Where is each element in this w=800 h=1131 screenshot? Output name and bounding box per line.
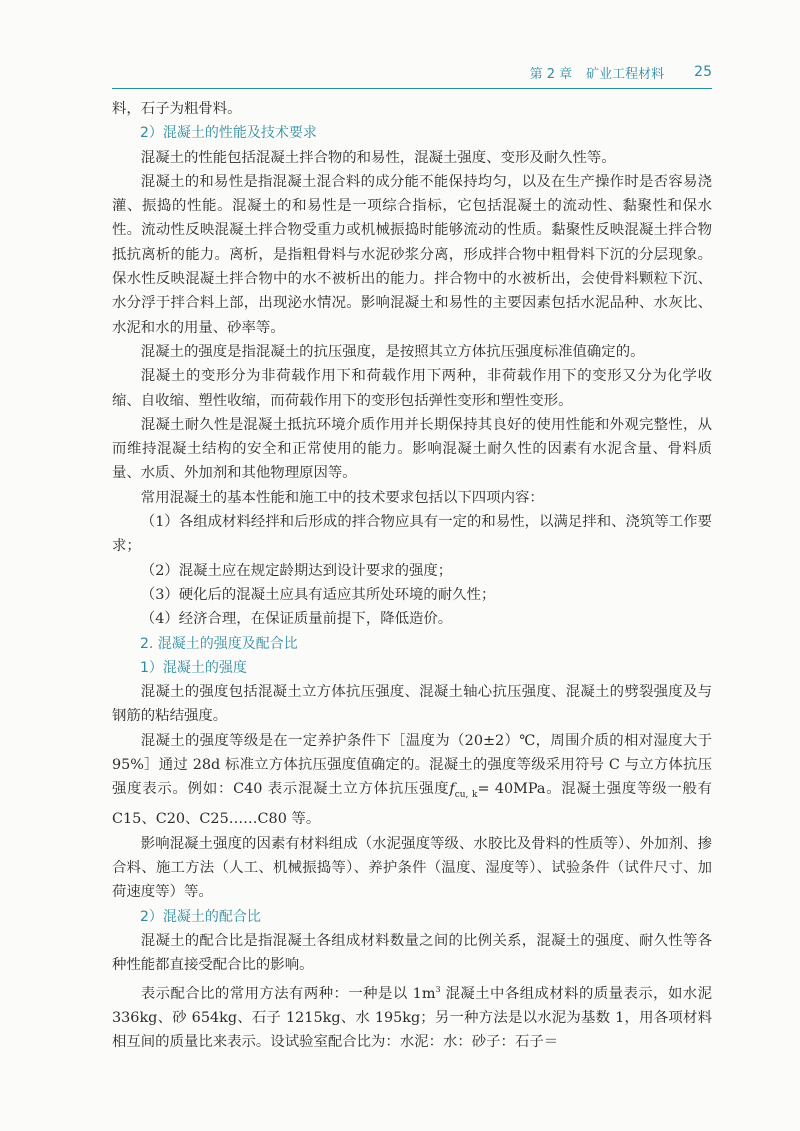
list-item: （4）经济合理，在保证质量前提下，降低造价。 [140,611,453,628]
running-header [112,60,712,84]
paragraph: 混凝土的强度是指混凝土的抗压强度，是按照其立方体抗压强度标准值确定的。 [140,343,645,360]
paragraph-text: 混凝土中各组成材料的质量表示，如水泥 336kg、砂 654kg、石子 1215kg、水 195kg；另一种方法是以水泥为基数 1，用各项材料相互间的质量比来表示。设试验室配合比为：水泥：水：砂子：石子＝ [112,985,712,1050]
page-number: 25 [694,64,712,80]
paragraph: 混凝土耐久性是混凝土抵抗环境介质作用并长期保持其良好的使用性能和外观完整性，从而维持混凝土结构的安全和正常使用的能力。影响混凝土耐久性的因素有水泥含量、骨料质量、水质、外加剂和其他物理原因等。 [112,416,712,482]
paragraph: 混凝土的和易性是指混凝土混合料的成分能不能保持均匀，以及在生产操作时是否容易浇灌、振捣的性能。混凝土的和易性是一项综合指标，它包括混凝土的流动性、黏聚性和保水性。流动性反映混凝土拌合物受重力或机械振捣时能够流动的性质。黏聚性反映混凝土拌合物抵抗离析的能力。离析，是指粗骨料与水泥砂浆分离，形成拌合物中粗骨料下沉的分层现象。保水性反映混凝土拌合物中的水不被析出的能力。拌合物中的水被析出，会使骨料颗粒下沉、水分浮于拌合料上部，出现泌水情况。影响混凝土和易性的主要因素包括水泥品种、水灰比、水泥和水的用量、砂率等。 [112,173,712,336]
subsection-heading: 2）混凝土的性能及技术要求 [140,125,317,142]
paragraph-text: 混凝土的强度等级是在一定养护条件下［温度为（20±2）℃，周围介质的相对湿度大于 95%］通过 28d 标准立方体抗压强度值确定的。混凝土的强度等级采用符号 C 与立方体抗压强度表示。例如：C40 表示混凝土立方体抗压强度 [112,732,712,798]
paragraph: 混凝土的强度包括混凝土立方体抗压强度、混凝土轴心抗压强度、混凝土的劈裂强度及与钢筋的粘结强度。 [112,684,712,725]
chapter-title: 矿业工程材料 [586,66,665,82]
list-item: （1）各组成材料经拌和后形成的拌合物应具有一定的和易性，以满足拌和、浇筑等工作要求； [112,514,712,555]
formula-subscript: cu, k [454,790,478,801]
list-item: （2）混凝土应在规定龄期达到设计要求的强度； [140,562,453,579]
chapter-number: 第 2 章 [529,66,573,82]
section-heading: 2. 混凝土的强度及配合比 [140,635,298,652]
list-item: （3）硬化后的混凝土应具有适应其所处环境的耐久性； [140,586,496,603]
superscript: 3 [435,984,441,994]
subsection-heading: 1）混凝土的强度 [140,659,247,676]
subsection-heading: 2）混凝土的配合比 [140,908,261,925]
paragraph: 混凝土的配合比是指混凝土各组成材料数量之间的比例关系，混凝土的强度、耐久性等各种性能都直接受配合比的影响。 [112,932,712,974]
paragraph: 料，石子为粗骨料。 [112,101,242,117]
paragraph [112,729,712,832]
paragraph-text: 表示配合比的常用方法有两种：一种是以 1m [140,985,436,1002]
paragraph: 常用混凝土的基本性能和施工中的技术要求包括以下四项内容： [140,489,544,506]
paragraph: 混凝土的性能包括混凝土拌合物的和易性，混凝土强度、变形及耐久性等。 [140,149,616,166]
paragraph: 影响混凝土强度的因素有材料组成（水泥强度等级、水胶比及骨料的性质等）、外加剂、掺合料、施工方法（人工、机械振捣等）、养护条件（温度、湿度等）、试验条件（试件尺寸、加荷速度等）等。 [112,835,712,901]
header-rule [112,88,712,89]
paragraph-text: = 40MPa。混凝土强度等级一般有 C15、C20、C25……C80 等。 [112,781,713,828]
paragraph [112,978,712,1055]
formula-symbol: f [449,781,455,798]
page-body [112,97,712,1054]
paragraph: 混凝土的变形分为非荷载作用下和荷载作用下两种，非荷载作用下的变形又分为化学收缩、自收缩、塑性收缩，而荷载作用下的变形包括弹性变形和塑性变形。 [112,368,712,409]
